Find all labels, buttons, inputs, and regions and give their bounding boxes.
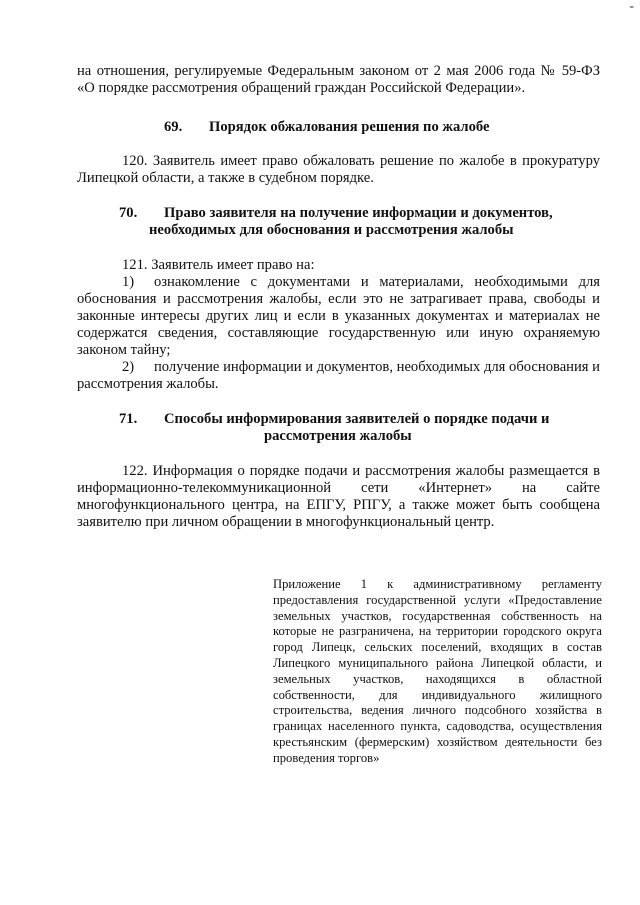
section-71-number: 71. (119, 411, 138, 427)
appendix-note: Приложение 1 к административному регламенту предоставления государственной услуги «Предоставление земельных участков, государственная собственность на которые не разграничена, на территории городского округа город Липецк, сельских поселений, входящих в состав Липецкого муниципального района Липецкой области, и земельных участков, находящихся в областной собственности, для индивидуального жилищного строительства, ведения личного подсобного хозяйства в границах населенного пункта, садоводства, осуществления крестьянским (фермерским) хозяйством деятельности без проведения торгов» (273, 577, 602, 765)
section-71-title-line1: Способы информирования заявителей о порядке подачи и (164, 411, 550, 427)
list-item-2 (77, 359, 600, 393)
paragraph-122: 122. Информация о порядке подачи и рассмотрения жалобы размещается в информационно-телекоммуникационной сети «Интернет» на сайте многофункционального центра, на ЕПГУ, РПГУ, а также может быть сообщена заявителю при личном обращении в многофункциональный центр. (77, 463, 600, 530)
list-item-1 (77, 274, 600, 359)
list-item-1-text: ознакомление с документами и материалами, необходимыми для обоснования и рассмотрения жалобы, если это не затрагивает права, свободы и законные интересы других лиц и если в указанных документах и материалах не содержатся сведения, составляющие государственную или иную охраняемую законом тайну; (77, 274, 600, 358)
list-item-1-marker: 1) (122, 274, 135, 290)
corner-mark: - (629, 0, 634, 14)
section-69-number: 69. (164, 119, 183, 135)
paragraph-121: 121. Заявитель имеет право на: (122, 257, 315, 273)
section-70-title-line2: необходимых для обоснования и рассмотрения жалобы (149, 222, 514, 238)
section-71-line1 (119, 411, 557, 428)
section-70-number: 70. (119, 205, 138, 221)
section-69-heading (164, 119, 489, 136)
section-69-title: Порядок обжалования решения по жалобе (209, 119, 490, 135)
intro-paragraph: на отношения, регулируемые Федеральным законом от 2 мая 2006 года № 59-ФЗ «О порядке рассмотрения обращений граждан Российской Федерации». (77, 63, 600, 96)
paragraph-120: 120. Заявитель имеет право обжаловать решение по жалобе в прокуратуру Липецкой области, а также в судебном порядке. (77, 153, 600, 186)
section-70-line1 (119, 205, 557, 222)
section-71-title-line2: рассмотрения жалобы (264, 428, 412, 444)
list-item-2-text: получение информации и документов, необходимых для обоснования и рассмотрения жалобы. (77, 359, 600, 392)
list-item-2-marker: 2) (122, 359, 135, 375)
section-70-heading (119, 205, 557, 239)
section-70-title-line1: Право заявителя на получение информации и документов, (164, 205, 553, 221)
section-71-heading (119, 411, 557, 445)
